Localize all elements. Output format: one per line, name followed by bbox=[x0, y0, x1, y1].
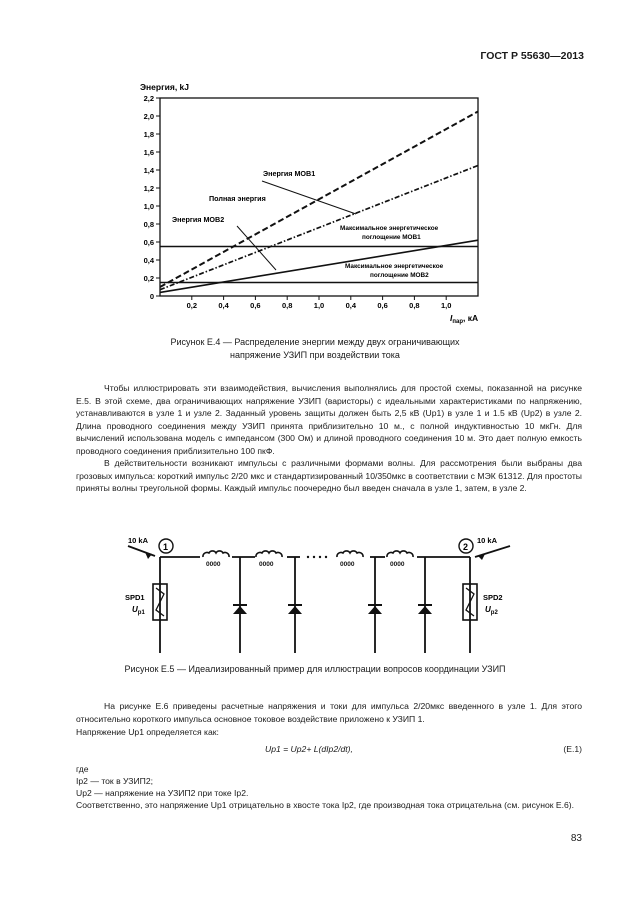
equation: Up1 = Up2+ L(dIp2/dt), bbox=[265, 744, 353, 754]
y-tick-label: 1,8 bbox=[143, 130, 154, 139]
standard-header: ГОСТ Р 55630—2013 bbox=[480, 50, 584, 62]
figure-e4-caption-1: Рисунок Е.4 — Распределение энергии между двух ограничивающих bbox=[170, 337, 460, 347]
inductor-label-3: 0000 bbox=[340, 561, 355, 568]
inductor-label-1: 0000 bbox=[206, 561, 221, 568]
node-1-label: 1 bbox=[163, 542, 169, 552]
annotation-mob1: Энергия МОВ1 bbox=[263, 169, 316, 178]
x-tick-label: 0,8 bbox=[281, 301, 293, 310]
up1-label: $U_{p1}$ bbox=[132, 605, 145, 616]
definition-ip2: Ip2 — ток в УЗИП2; bbox=[76, 776, 154, 786]
voltage-intro: Напряжение Up1 определяется как: bbox=[76, 727, 219, 737]
node-2-current: 10 kA bbox=[477, 536, 498, 545]
definition-up2: Up2 — напряжение на УЗИП2 при токе Ip2. bbox=[76, 788, 249, 798]
node-1-current: 10 kA bbox=[128, 536, 149, 545]
equation-number: (Е.1) bbox=[563, 744, 582, 754]
annotation-max1-l2: поглощение МОВ1 bbox=[362, 234, 421, 241]
y-tick-label: 0,6 bbox=[143, 238, 154, 247]
paragraph-2: В действительности возникают импульсы с различными формами волны. Для рассмотрения были выбраны два грозовых импульса: короткий импульс 2/20 мкс и стандартизированный 10/350мкс в соответствии с МЭК 61312. Для простоты приняты волны треугольной формы. Каждый импульс поочередно был введен сначала в узле 1, затем, в узле 2. bbox=[76, 458, 582, 494]
annotation-mob2: Энергия МОВ2 bbox=[172, 215, 225, 224]
y-tick-label: 2,2 bbox=[143, 94, 154, 103]
y-tick-label: 1,6 bbox=[143, 148, 154, 157]
figure-e5-caption: Рисунок Е.5 — Идеализированный пример для иллюстрации вопросов координации УЗИП bbox=[124, 664, 506, 674]
node-2-label: 2 bbox=[463, 542, 469, 552]
energy-chart bbox=[0, 0, 630, 330]
annotation-total: Полная энергия bbox=[209, 194, 266, 203]
annotation-max2-l2: поглощение МОВ2 bbox=[370, 272, 429, 279]
x-tick-label: 1,0 bbox=[313, 301, 325, 310]
x-tick-label: 0,6 bbox=[250, 301, 261, 310]
y-tick-label: 0,8 bbox=[143, 220, 154, 229]
y-tick-label: 0 bbox=[149, 292, 154, 301]
x-tick-label: 0,6 bbox=[377, 301, 388, 310]
y-tick-label: 0,4 bbox=[143, 256, 154, 265]
paragraph-1: Чтобы иллюстрировать эти взаимодействия, вычисления выполнялись для простой схемы, показанной на рисунке Е.5. В этой схеме, два ограничивающих напряжение УЗИП (варисторы) с идеальными характеристиками по напряжению, устанавливаются в узле 1 и узле 2. Заданный уровень защиты должен быть 2,5 кВ (Up1) в узле 1 и 1.5 кВ (Up2) в узле 2. Длина проводного соединения между УЗИП принята приблизительно 10 м., с полной индуктивностью 10 мкГн. Для вычислений использована модель с импедансом (300 Ом) и длиной проводного соединения 10 м. Это дает полную емкость проводного соединения приблизительно 100 пкФ. bbox=[76, 383, 582, 456]
x-tick-label: 1,0 bbox=[440, 301, 452, 310]
circuit-diagram bbox=[0, 528, 630, 668]
x-tick-label: 0,2 bbox=[186, 301, 198, 310]
paragraph-3: На рисунке Е.6 приведены расчетные напряжения и токи для импульса 2/20мкс введенного в узле 1. Для этого относительно короткого импульса основное токовое воздействие приложено к УЗИП 1. bbox=[76, 701, 582, 724]
y-tick-label: 2,0 bbox=[143, 112, 154, 121]
inductor-label-4: 0000 bbox=[390, 561, 405, 568]
y-axis-label: Энергия, kJ bbox=[140, 82, 190, 92]
y-tick-label: 1,4 bbox=[143, 166, 154, 175]
figure-e4-caption-2: напряжение УЗИП при воздействии тока bbox=[230, 350, 400, 360]
y-tick-label: 1,2 bbox=[143, 184, 154, 193]
series-line-1 bbox=[160, 112, 478, 288]
x-tick-label: 0,4 bbox=[345, 301, 357, 310]
spd1-label: SPD1 bbox=[125, 593, 145, 602]
x-axis-label: $I_{пар}$, кА bbox=[450, 313, 479, 325]
spd2-label: SPD2 bbox=[483, 593, 503, 602]
inductor-label-2: 0000 bbox=[259, 561, 274, 568]
page-number: 83 bbox=[570, 833, 582, 844]
annotation-max1-l1: Максимальное энергетическое bbox=[340, 225, 439, 232]
x-tick-label: 0,4 bbox=[218, 301, 229, 310]
paragraph-4: Соответственно, это напряжение Up1 отрицательно в хвосте тока Ip2, где производная тока отрицательна (см. рисунок Е.6). bbox=[76, 800, 575, 810]
y-tick-label: 0,2 bbox=[143, 274, 154, 283]
y-tick-label: 1,0 bbox=[143, 202, 154, 211]
up2-label: $U_{p2}$ bbox=[485, 605, 498, 616]
x-tick-label: 0,8 bbox=[409, 301, 420, 310]
where-label: где bbox=[76, 764, 89, 774]
annotation-max2-l1: Максимальное энергетическое bbox=[345, 263, 444, 270]
